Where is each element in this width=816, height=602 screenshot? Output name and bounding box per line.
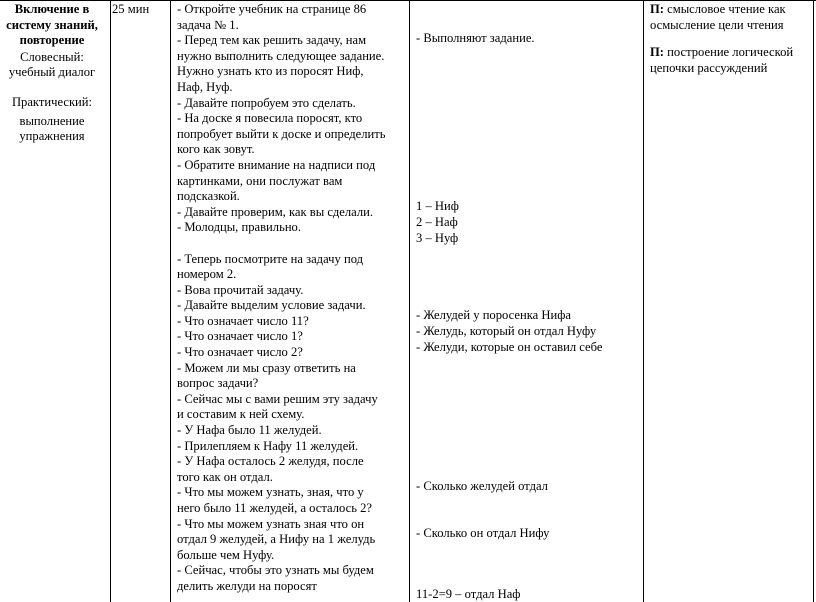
method-line: Практический: [11,94,93,109]
teacher-line: - Откройте учебник на странице 86 [177,2,367,16]
teacher-line: - Перед тем как решить задачу, нам [177,33,367,48]
student-line: - Сколько он отдал Нифу [416,526,550,540]
teacher-line: - Обратите внимание на надписи под [177,157,376,172]
student-line: 11-2=9 – отдал Наф [416,587,521,601]
teacher-line: - Что означает число 1? [177,329,303,344]
teacher-line: - Давайте попробуем это сделать. [177,95,356,110]
method-line: Словесный: [20,49,84,64]
column-divider [409,0,410,602]
table-top-border [0,0,816,1]
column-divider [813,0,814,602]
student-activity-cell [416,0,641,602]
uud-line [650,45,816,61]
teacher-line: - Можем ли мы сразу ответить на [177,360,356,375]
learning-actions-cell [650,2,816,76]
teacher-line: подсказкой. [177,189,240,204]
teacher-line: кого как зовут. [177,142,255,157]
teacher-line: Наф, Нуф. [177,79,233,94]
uud-text: построение логической [664,45,794,60]
teacher-line: отдал 9 желудей, а Нифу на 1 желудь [177,532,376,547]
student-line: - Желудь, который он отдал Нуфу [416,324,597,338]
teacher-line: попробует выйти к доске и определить [177,126,386,141]
time-cell [112,2,168,18]
teacher-line: - Что мы можем узнать, зная, что у [177,485,364,500]
teacher-line: - Давайте выделим условие задачи. [177,298,366,313]
teacher-line: больше чем Нуфу. [177,547,275,562]
student-line: - Желуди, которые он оставил себе [416,340,603,354]
teacher-line: - Вова прочитай задачу. [177,282,304,297]
student-line: - Желудей у поросенка Нифа [416,308,571,322]
teacher-line: задача № 1. [177,17,239,32]
teacher-line: - Что означает число 2? [177,345,303,360]
teacher-line: - Что мы можем узнать зная что он [177,516,365,531]
teacher-line: Нужно узнать кто из поросят Ниф, [177,64,364,79]
student-line: - Сколько желудей отдал [416,479,548,493]
method-line: упражнения [19,129,85,144]
teacher-line: - На доске я повесила поросят, кто [177,111,363,126]
uud-line: цепочки рассуждений [650,60,768,75]
teacher-line: - Сейчас, чтобы это узнать мы будем [177,563,374,578]
student-line: 1 – Ниф [416,199,459,213]
teacher-line: - Теперь посмотрите на задачу под [177,251,364,266]
uud-line [650,2,816,18]
teacher-line: - Давайте проверим, как вы сделали. [177,204,374,219]
teacher-activity-cell [177,2,407,595]
teacher-line: нужно выполнить следующее задание. [177,48,385,63]
column-divider [170,0,171,602]
teacher-lines [177,2,407,595]
stage-heading-line: систему знаний, [6,17,98,32]
uud-prefix: П: [650,45,664,60]
uud-text: смысловое чтение как [664,2,786,16]
column-divider [110,0,111,602]
time-value: 25 мин [112,2,150,16]
teacher-line: - Прилепляем к Нафу 11 желудей. [177,438,359,453]
uud-line: осмысление цели чтения [650,17,784,32]
stage-heading-line: Включение в [14,2,90,16]
teacher-line: номером 2. [177,267,237,282]
teacher-line: - Молодцы, правильно. [177,220,302,235]
student-line: 2 – Наф [416,215,458,229]
teacher-line: делить желуди на поросят [177,578,317,593]
column-divider [643,0,644,602]
student-line: 3 – Нуф [416,231,459,245]
method-line: выполнение [19,113,85,128]
uud-prefix: П: [650,2,664,16]
stage-cell [0,2,110,145]
stage-heading-line: повторение [19,33,85,48]
student-line: - Выполняют задание. [416,31,535,45]
teacher-line: того как он отдал. [177,469,273,484]
teacher-line: - У Нафа было 11 желудей. [177,423,322,438]
teacher-line: и составим к ней схему. [177,407,305,422]
teacher-line: - У Нафа осталось 2 желудя, после [177,454,364,469]
teacher-line [177,236,407,252]
teacher-line: вопрос задачи? [177,376,259,391]
teacher-line: - Сейчас мы с вами решим эту задачу [177,391,378,406]
method-line: учебный диалог [8,65,96,80]
teacher-line: картинками, они послужат вам [177,173,343,188]
teacher-line: него было 11 желудей, а осталось 2? [177,501,373,515]
teacher-line: - Что означает число 11? [177,313,309,328]
